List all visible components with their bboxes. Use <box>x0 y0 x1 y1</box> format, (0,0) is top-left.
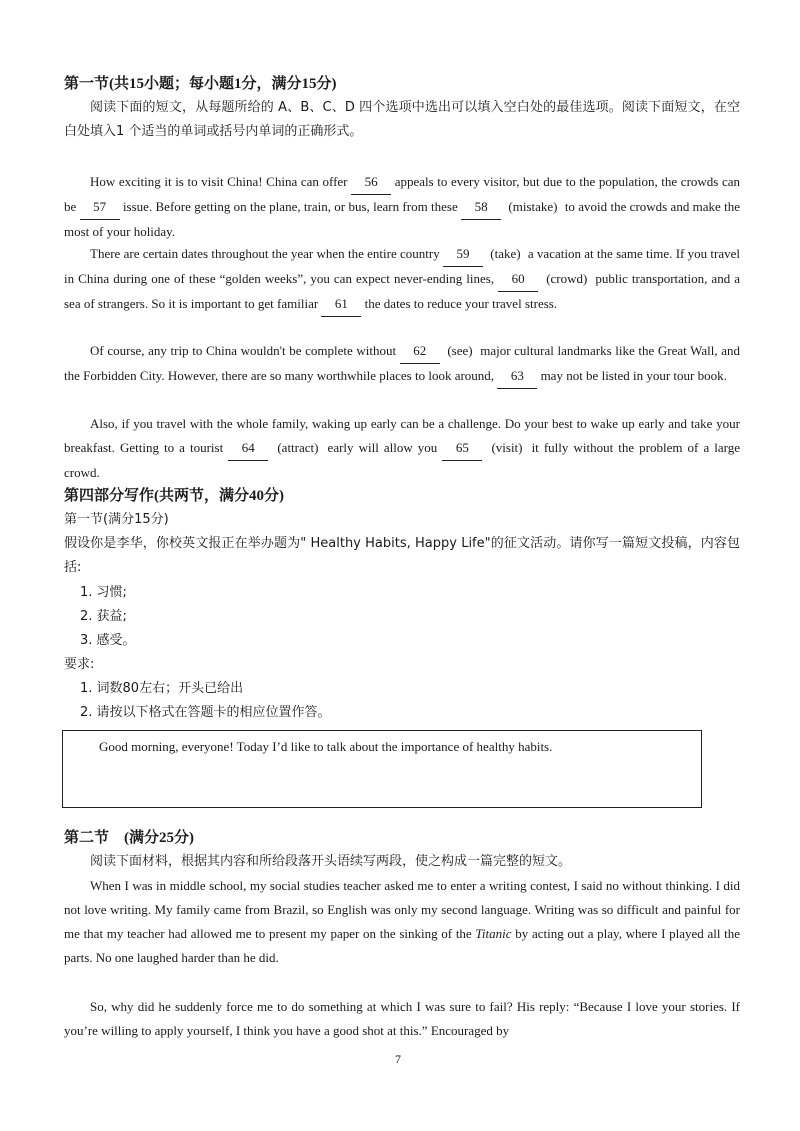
blank-58[interactable]: 58 <box>461 195 501 220</box>
hint-64: (attract) <box>277 440 319 455</box>
passage-paragraph-4: Also, if you travel with the whole family, waking up early can be a challenge. Do your best to wake up early and take your breakfast. Getting to a tourist 64 (attract) early will allow you 65 (visit) it fully without the problem of a large crowd. <box>64 416 741 480</box>
hint-58: (mistake) <box>508 199 558 214</box>
hint-62: (see) <box>447 343 473 358</box>
content-item: 2. 获益; <box>80 609 127 624</box>
blank-59[interactable]: 59 <box>443 242 483 267</box>
hint-65: (visit) <box>491 440 523 455</box>
blank-57[interactable]: 57 <box>80 195 120 220</box>
section2-header: 第二节 (满分25分) <box>64 830 194 846</box>
blank-56[interactable]: 56 <box>351 170 391 195</box>
part4-prompt: 假设你是李华，你校英文报正在举办题为" Healthy Habits, Happy Life"的征文活动。请你写一篇短文投稿，内容包括: <box>64 536 740 575</box>
page-number: 7 <box>395 1052 401 1066</box>
writing-answer-box[interactable] <box>62 730 702 808</box>
passage-paragraph-1: How exciting it is to visit China! China can offer 56 appeals to every visitor, but due to the population, the crowds can be 57 issue. Before getting on the plane, train, or bus, learn from these 58 (mistake) to avoid the crowds and make the most of your holiday. <box>64 170 740 244</box>
passage-paragraph-3: Of course, any trip to China wouldn't be complete without 62 (see) major cultural landmarks like the Great Wall, and the Forbidden City. However, there are so many worthwhile places to look around, 63 may not be listed in your tour book. <box>64 339 740 389</box>
content-list <box>64 581 136 653</box>
requirement-item: 2. 请按以下格式在答题卡的相应位置作答。 <box>80 705 331 720</box>
passage-paragraph-2: There are certain dates throughout the year when the entire country 59 (take) a vacation at the same time. If you travel in China during one of these “golden weeks”, you can expect never-ending lines, 60 (crowd) public transportation, and a sea of strangers. So it is important to get familiar 61 the dates to reduce your travel stress. <box>64 242 740 317</box>
italic-title: Titanic <box>475 926 512 941</box>
content-item: 3. 感受。 <box>80 633 136 648</box>
requirement-item: 1. 词数80左右；开头已给出 <box>80 681 244 696</box>
story-paragraph-1: When I was in middle school, my social studies teacher asked me to enter a writing contest, I said no without thinking. I did not love writing. My family came from Brazil, so English was only my second language. Writing was so difficult and painful for me that my teacher had allowed me to present my paper on the sinking of the Titanic by acting out a play, where I played all the parts. No one laughed harder than he did. <box>64 878 741 965</box>
content-item: 1. 习惯; <box>80 585 127 600</box>
blank-62[interactable]: 62 <box>400 339 440 364</box>
section2-instruction: 阅读下面材料，根据其内容和所给段落开头语续写两段，使之构成一篇完整的短文。 <box>90 854 572 869</box>
section1-instruction: 阅读下面的短文，从每题所给的 A、B、C、D 四个选项中选出可以填入空白处的最佳选项。阅读下面短文，在空白处填入1 个适当的单词或括号内单词的正确形式。 <box>64 100 740 139</box>
blank-63[interactable]: 63 <box>497 364 537 389</box>
requirements-label: 要求: <box>64 657 95 672</box>
blank-65[interactable]: 65 <box>442 436 482 461</box>
hint-59: (take) <box>490 246 521 261</box>
requirements-list <box>64 677 331 725</box>
section1-header: 第一节(共15小题；每小题1分，满分15分) <box>64 76 337 92</box>
blank-61[interactable]: 61 <box>321 292 361 317</box>
blank-60[interactable]: 60 <box>498 267 538 292</box>
blank-64[interactable]: 64 <box>228 436 268 461</box>
part4-header: 第四部分写作(共两节，满分40分) <box>64 488 284 504</box>
hint-60: (crowd) <box>546 271 588 286</box>
part4-subheader: 第一节(满分15分) <box>64 512 169 527</box>
box-opening-line: Good morning, everyone! Today I’d like to talk about the importance of healthy habits. <box>99 739 553 754</box>
story-paragraph-2: So, why did he suddenly force me to do something at which I was sure to fail? His reply: “Because I love your stories. If you’re willing to apply yourself, I think you have a good shot at this.” Encouraged by <box>64 999 740 1038</box>
